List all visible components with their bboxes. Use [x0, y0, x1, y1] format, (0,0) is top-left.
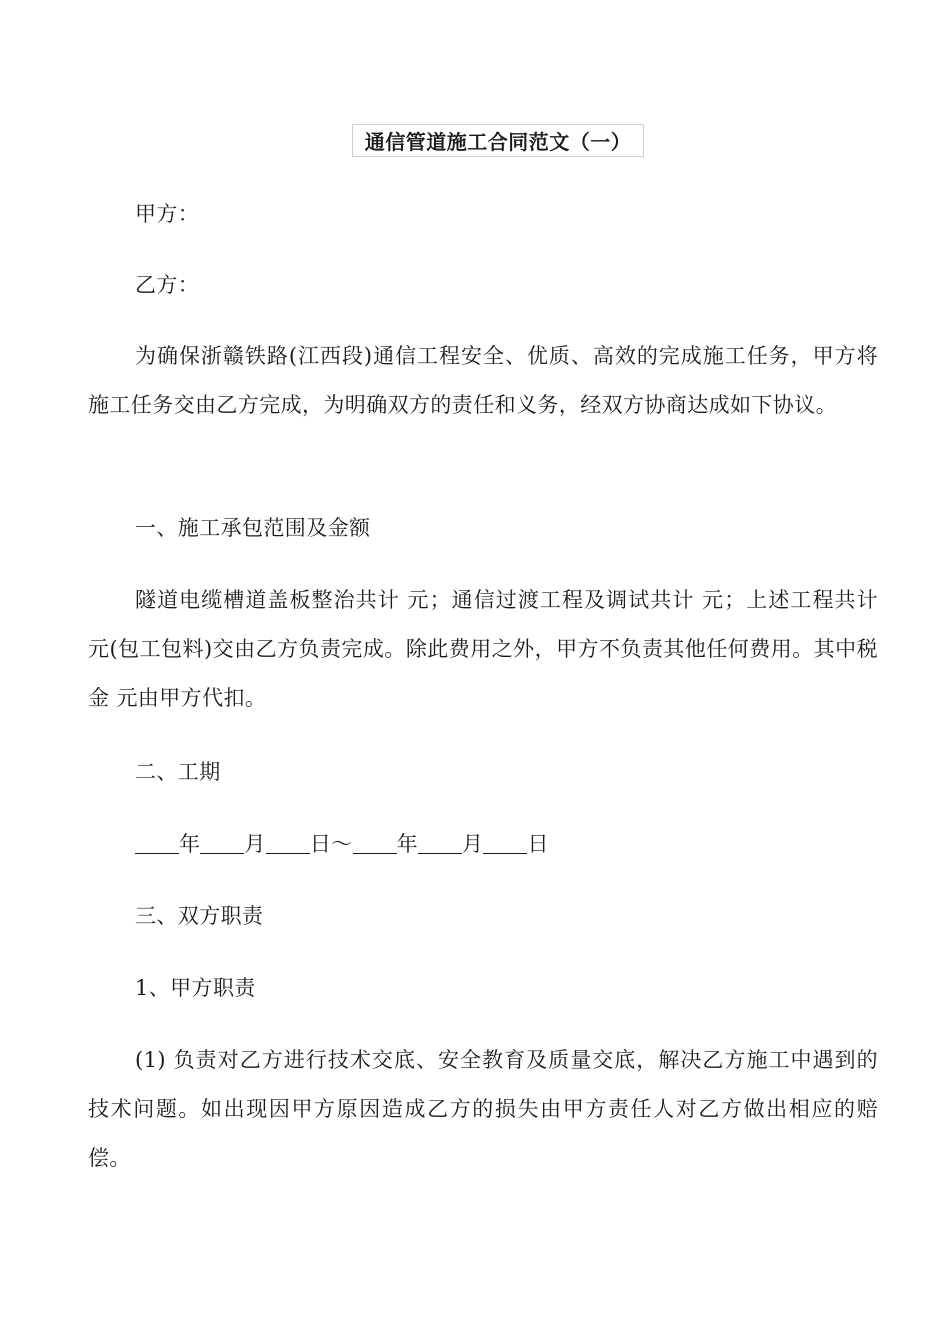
day-label: 日 [527, 832, 549, 856]
month-label: 月 [462, 832, 484, 856]
section3-heading: 三、双方职责 [135, 904, 264, 928]
section1-body: 隧道电缆槽道盖板整治共计 元；通信过渡工程及调试共计 元；上述工程共计 元(包工包料)交由乙方负责完成。除此费用之外，甲方不负责其他任何费用。其中税金 元由甲方代扣。 [88, 588, 878, 710]
party-b-line: 乙方： [135, 273, 200, 297]
section2-date-range [88, 820, 878, 869]
section3-sub1-heading: 1、甲方职责 [135, 976, 256, 1000]
month-label: 月 [244, 832, 266, 856]
month-blank [200, 852, 244, 854]
year-blank [353, 852, 397, 854]
section3-sub1-item1: (1) 负责对乙方进行技术交底、安全教育及质量交底，解决乙方施工中遇到的技术问题。如出现因甲方原因造成乙方的损失由甲方责任人对乙方做出相应的赔偿。 [88, 1048, 878, 1170]
day-label: 日～ [309, 832, 353, 856]
party-a-line: 甲方： [135, 202, 200, 226]
intro-paragraph: 为确保浙赣铁路(江西段)通信工程安全、优质、高效的完成施工任务，甲方将 施工任务交由乙方完成，为明确双方的责任和义务，经双方协商达成如下协议。 [88, 344, 878, 417]
month-blank [418, 852, 462, 854]
section1-heading: 一、施工承包范围及金额 [135, 516, 371, 540]
document-title: 通信管道施工合同范文（一） [364, 130, 632, 154]
title-box [352, 124, 644, 157]
year-label: 年 [396, 832, 419, 856]
year-blank [135, 852, 179, 854]
day-blank [483, 852, 527, 854]
year-label: 年 [179, 832, 201, 856]
section2-heading: 二、工期 [135, 760, 221, 784]
day-blank [266, 852, 310, 854]
